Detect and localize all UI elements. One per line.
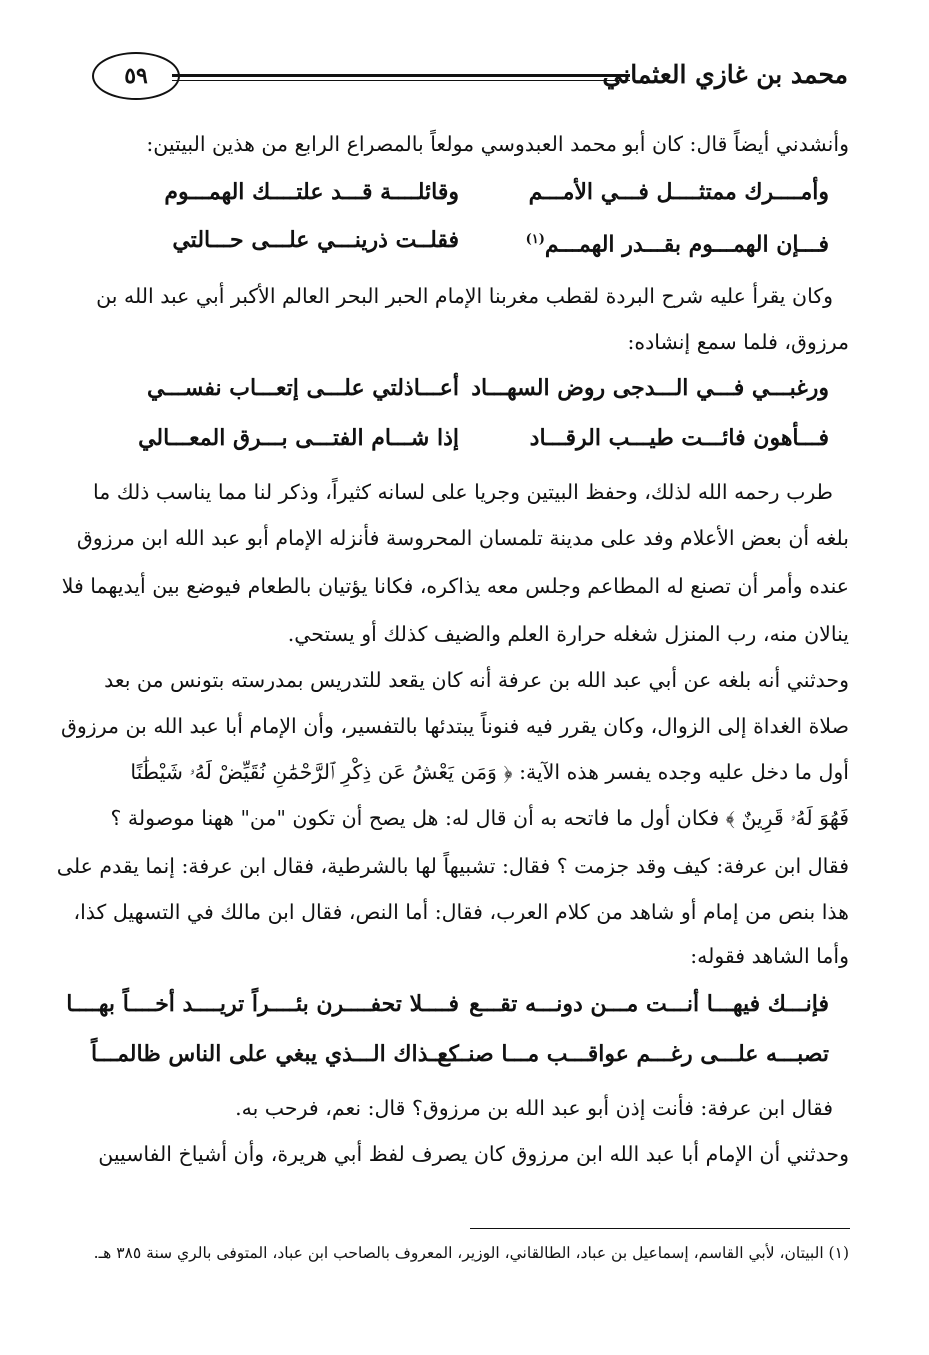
text-line: وحدثني أن الإمام أبا عبد الله ابن مرزوق كان يصرف لفظ أبي هريرة، وأن أشياخ الفاسيين <box>98 1142 849 1166</box>
verse-hemistich: فــــلا تحفــــرن بئــــراً تريــــد أخــــاً بهــــا <box>66 991 459 1017</box>
text-line: صلاة الغداة إلى الزوال، وكان يقرر فيه فنوناً يبتدئها بالتفسير، وأن الإمام أبا عبد الله بن مرزوق <box>60 714 849 738</box>
running-title: محمد بن غازي العثماني <box>602 60 848 89</box>
quran-verse: ﴿ وَمَن يَعْشُ عَن ذِكْرِ ٱلرَّحْمَٰنِ نُقَيِّضْ لَهُۥ شَيْطَٰنًا <box>130 760 513 784</box>
text-line: ينالان منه، رب المنزل شغله حرارة العلم والضيف كذلك أو يستحي. <box>287 622 849 646</box>
verse-hemistich: وأمــــرك ممتثــــل فـــي الأمـــم <box>528 179 829 205</box>
verse-hemistich: إذا شـــام الفتـــى بـــرق المعـــالي <box>138 425 459 451</box>
verse-text: فـــإن الهمـــوم بقـــدر الهمـــم <box>544 231 829 258</box>
verse-hemistich: فقلــت ذرينـــي علـــى حـــالتي <box>172 227 459 253</box>
text-line <box>77 756 849 788</box>
text-line: مرزوق، فلما سمع إنشاده: <box>627 330 849 354</box>
footnote-rule <box>470 1228 850 1229</box>
quran-verse: فَهُوَ لَهُۥ قَرِينٌ ﴾ <box>725 806 849 830</box>
text-line: وأنشدني أيضاً قال: كان أبو محمد العبدوسي مولعاً بالمصراع الرابع من هذين البيتين: <box>146 132 849 156</box>
verse-hemistich: فـــأهون فائـــت طيـــب الرقـــاد <box>529 425 829 451</box>
text-run: أول ما دخل عليه وجده يفسر هذه الآية: <box>519 760 849 784</box>
verse-hemistich <box>499 222 829 262</box>
text-line: وكان يقرأ عليه شرح البردة لقطب مغربنا الإمام الحبر البحر العالم الأكبر أبي عبد الله بن <box>96 284 833 308</box>
verse-hemistich: فإنـــك فيهـــا أنـــت مـــن دونـــه تقـــع <box>469 991 829 1017</box>
text-line: عنده وأمر أن تصنع له المطاعم وجلس معه يذاكره، فكانا يؤتيان بالطعام فيوضع بين أيديهما فلا <box>61 574 849 598</box>
verse-hemistich: أعـــاذلتي علـــى إتعـــاب نفســـي <box>147 375 459 401</box>
verse-hemistich: تصبـــه علـــى رغـــم عواقـــب مـــا صنـــع <box>437 1041 829 1067</box>
text-line: فقال ابن عرفة: فأنت إذن أبو عبد الله بن مرزوق؟ قال: نعم، فرحب به. <box>235 1096 833 1120</box>
footnote: (١) البيتان، لأبي القاسم، إسماعيل بن عباد، الطالقاني، الوزير، المعروف بالصاحب ابن عباد، المتوفى بالري سنة ٣٨٥ هـ. <box>93 1244 849 1262</box>
text-line: وأما الشاهد فقوله: <box>690 944 849 968</box>
text-line: فقال ابن عرفة: كيف وقد جزمت ؟ فقال: تشبيهاً لها بالشرطية، فقال ابن عرفة: إنما يقدم على <box>56 854 849 878</box>
verse-hemistich: ورغبـــي فـــي الـــدجى روض السهـــاد <box>471 375 829 401</box>
header-rule <box>172 74 630 77</box>
text-line: طرب رحمه الله لذلك، وحفظ البيتين وجريا على لسانه كثيراً، وذكر لنا مما يناسب ذلك ما <box>93 480 833 504</box>
text-line: هذا بنص من إمام أو شاهد من كلام العرب، فقال: أما النص، فقال ابن مالك في التسهيل كذا، <box>73 900 849 924</box>
text-line <box>77 802 849 834</box>
header-rule-thin <box>172 80 630 81</box>
text-line: بلغه أن بعض الأعلام وفد على مدينة تلمسان المحروسة فأنزله الإمام أبو عبد الله ابن مرزوق <box>76 526 849 550</box>
text-run: فكان أول ما فاتحه به أن قال له: هل يصح أن تكون "من" ههنا موصولة ؟ <box>110 806 720 830</box>
page-number: ٥٩ <box>92 52 180 100</box>
footnote-marker: (١) <box>525 232 545 247</box>
verse-hemistich: وقائلــــة قـــد علتــــك الهمـــوم <box>164 179 459 205</box>
verse-hemistich: كـــذاك الـــذي يبغي على الناس ظالمـــاً <box>91 1041 459 1067</box>
text-line: وحدثني أنه بلغه عن أبي عبد الله بن عرفة أنه كان يقعد للتدريس بمدرسته بتونس من بعد <box>104 668 849 692</box>
running-header <box>92 52 848 108</box>
